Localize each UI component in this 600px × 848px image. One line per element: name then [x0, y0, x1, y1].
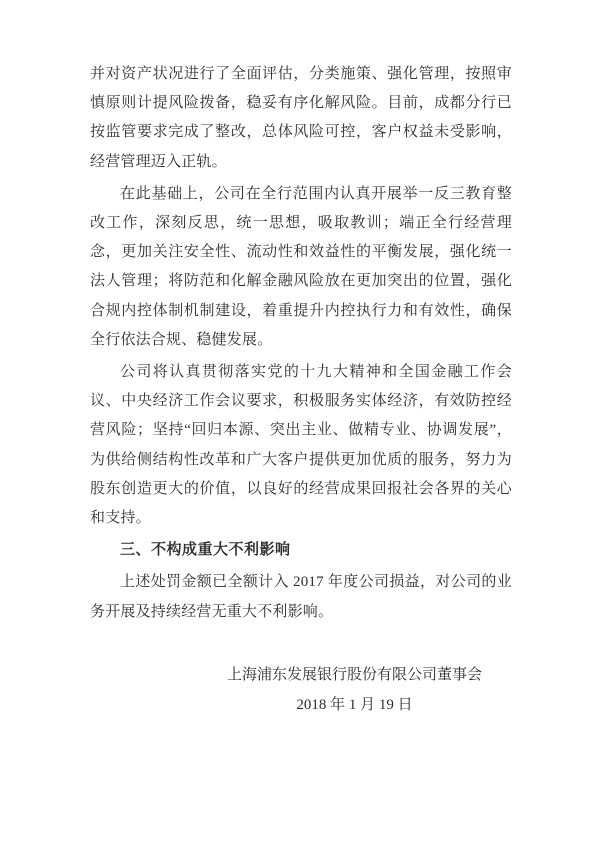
- signature-date: 2018 年 1 月 19 日: [296, 696, 413, 713]
- paragraph-asset-assessment: 并对资产状况进行了全面评估，分类施策、强化管理，按照审慎原则计提风险拨备，稳妥有序化解风险。目前，成都分行已按监管要求完成了整改，总体风险可控，客户权益未受影响，经营管理迈入正轨。: [90, 66, 512, 170]
- paragraph-rectification-education: 在此基础上，公司在全行范围内认真开展举一反三教育整改工作，深刻反思，统一思想，吸取教训；端正全行经营理念，更加关注安全性、流动性和效益性的平衡发展，强化统一法人管理；将防范和化解金融风险放在更加突出的位置，强化合规内控体制机制建设，着重提升内控执行力和有效性，确保全行依法合规、稳健发展。: [90, 185, 512, 348]
- document-content: [90, 60, 512, 720]
- section-heading-no-material-adverse-impact: 三、不构成重大不利影响: [120, 542, 291, 559]
- signature-company-name: 上海浦东发展银行股份有限公司董事会: [226, 666, 482, 683]
- paragraph-penalty-accounting: 上述处罚金额已全额计入 2017 年度公司损益，对公司的业务开展及持续经营无重大不利影响。: [90, 574, 512, 620]
- paragraph-future-commitment: 公司将认真贯彻落实党的十九大精神和全国金融工作会议、中央经济工作会议要求，积极服务实体经济，有效防控经营风险；坚持“回归本源、突出主业、做精专业、协调发展”，为供给侧结构性改革和广大客户提供更加优质的服务，努力为股东创造更大的价值，以良好的经营成果回报社会各界的关心和支持。: [90, 364, 512, 527]
- signature-block: [227, 660, 482, 720]
